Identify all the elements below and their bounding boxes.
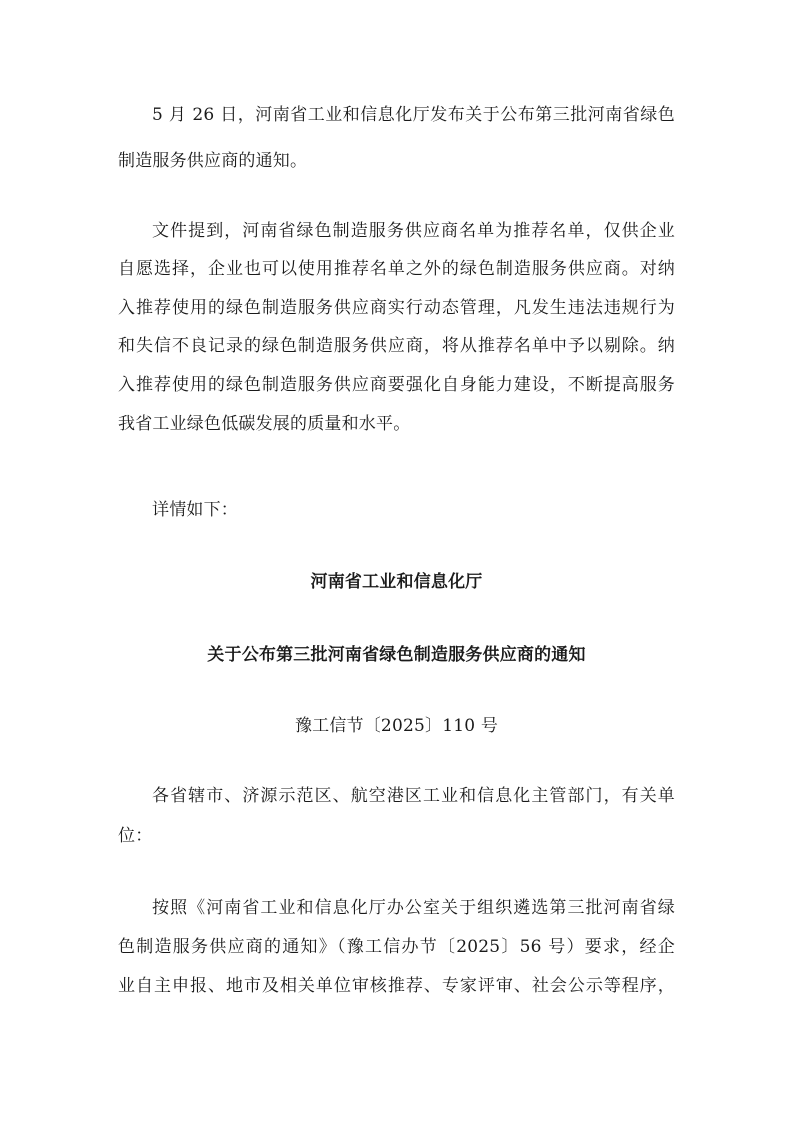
addressee-line-2: 位： <box>118 826 153 846</box>
notice-title: 关于公布第三批河南省绿色制造服务供应商的通知 <box>207 645 586 665</box>
intro-line-1: 5 月 26 日，河南省工业和信息化厅发布关于公布第三批河南省绿色 <box>152 105 675 125</box>
summary-line-5: 入推荐使用的绿色制造服务供应商要强化自身能力建设，不断提高服务 <box>118 375 675 395</box>
intro-line-2: 制造服务供应商的通知。 <box>118 151 308 171</box>
summary-line-6: 我省工业绿色低碳发展的质量和水平。 <box>118 414 411 434</box>
summary-line-3: 入推荐使用的绿色制造服务供应商实行动态管理，凡发生违法违规行为 <box>118 298 675 318</box>
addressee-line-1: 各省辖市、济源示范区、航空港区工业和信息化主管部门，有关单 <box>152 786 675 806</box>
body-line-3: 业自主申报、地市及相关单位审核推荐、专家评审、社会公示等程序， <box>118 976 675 996</box>
issuer-heading: 河南省工业和信息化厅 <box>310 572 483 592</box>
summary-line-4: 和失信不良记录的绿色制造服务供应商，将从推荐名单中予以剔除。纳 <box>118 336 675 356</box>
details-label: 详情如下： <box>152 500 238 520</box>
body-line-2: 色制造服务供应商的通知》（豫工信办节〔2025〕56 号）要求，经企 <box>118 937 675 957</box>
body-line-1: 按照《河南省工业和信息化厅办公室关于组织遴选第三批河南省绿 <box>152 898 675 918</box>
summary-line-2: 自愿选择，企业也可以使用推荐名单之外的绿色制造服务供应商。对纳 <box>118 259 675 279</box>
document-number: 豫工信节〔2025〕110 号 <box>294 716 499 736</box>
summary-line-1: 文件提到，河南省绿色制造服务供应商名单为推荐名单，仅供企业 <box>152 221 675 241</box>
